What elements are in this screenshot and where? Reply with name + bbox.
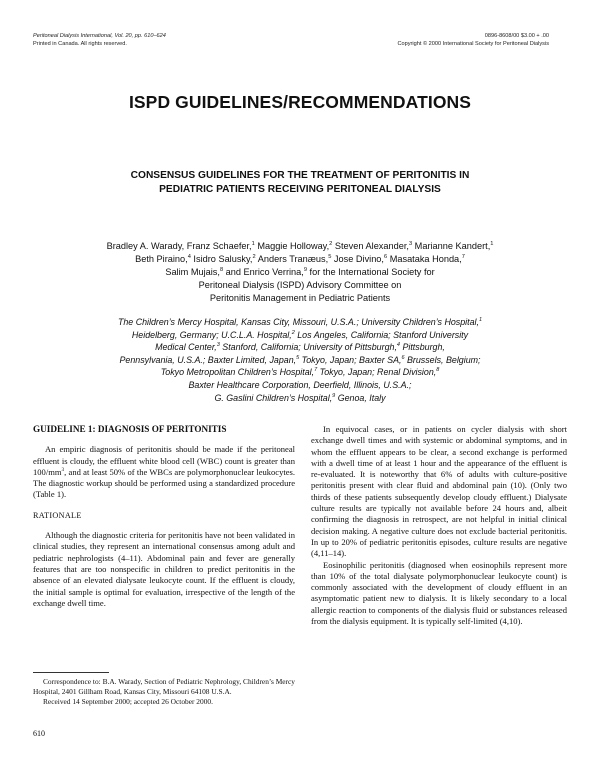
received-note: Received 14 September 2000; accepted 26 October 2000.: [43, 697, 213, 706]
affiliation-line-6: Baxter Healthcare Corporation, Deerfield, Illinois, U.S.A.;: [188, 379, 412, 390]
guideline-heading: GUIDELINE 1: DIAGNOSIS OF PERITONITIS: [33, 424, 227, 434]
author-line-4: Peritoneal Dialysis (ISPD) Advisory Committee on: [198, 280, 402, 290]
author-line-1: Bradley A. Warady, Franz Schaefer,$^1$ Maggie Holloway,$^2$ Steven Alexander,$^3$ Marianne Kandert,$^1$: [106, 240, 494, 251]
affiliation-list: [40, 316, 560, 404]
body-column-left: [33, 424, 295, 609]
running-header-left: [33, 33, 166, 48]
rationale-heading: RATIONALE: [33, 510, 82, 520]
paper-title: [60, 169, 540, 197]
correspondence-note: Correspondence to: B.A. Warady, Section of Pediatric Nephrology, Children’s Mercy Hospital, 2401 Gillham Road, Kansas City, Missouri 64108 U.S.A.: [33, 677, 295, 696]
paper-title-line-1: CONSENSUS GUIDELINES FOR THE TREATMENT OF PERITONITIS IN: [130, 170, 470, 181]
page-number: 610: [33, 729, 45, 738]
issn-line: 0896-8608/00 $3.00 + .00: [484, 33, 549, 39]
affiliation-line-7: G. Gaslini Children’s Hospital,$^9$ Genoa, Italy: [214, 392, 386, 403]
rationale-paragraph: Although the diagnostic criteria for peritonitis have not been validated in clinical studies, they represent an international consensus among adult and pediatric nephrologists (4–11). Abdominal pain and fever are generally features that are too nonspecific in children to predict peritonitis in the absence of an elevated dialysate leukocyte count. If the effluent is cloudy, the initial sample is optimal for evaluation, irrespective of the length of the exchange dwell time.: [33, 530, 295, 608]
body-paragraph-eosinophilic: Eosinophilic peritonitis (diagnosed when eosinophils represent more than 10% of the total dialysate polymorphonuclear leukocyte count) is commonly associated with the development of cloudy effluent in an asymptomatic patient new to dialysis. It is likely secondary to a local allergic reaction to components of the dialysis fluid or substances released from the dialysis equipment. It is typically self-limited (4,10).: [311, 559, 567, 627]
section-title: ISPD GUIDELINES/RECOMMENDATIONS: [128, 92, 472, 112]
affiliation-line-5: Tokyo Metropolitan Children’s Hospital,$^7$ Tokyo, Japan; Renal Division,$^8$: [160, 367, 440, 378]
running-header-right: [397, 33, 549, 48]
guideline-paragraph: An empiric diagnosis of peritonitis should be made if the peritoneal effluent is cloudy, the effluent white blood cell (WBC) count is greater than $100/mm^3$, and at least 50% of the WBCs are polymorphonuclear leukocytes. The diagnostic workup should be performed using a standardized procedure (Table 1).: [33, 444, 295, 500]
footnote-rule: [33, 672, 109, 673]
affiliation-line-4: Pennsylvania, U.S.A.; Baxter Limited, Japan,$^5$ Tokyo, Japan; Baxter SA,$^6$ Brussels, Belgium;: [119, 354, 481, 365]
body-column-right: [311, 424, 567, 627]
footnote: [33, 677, 295, 707]
author-list: [45, 240, 555, 305]
copyright-line: Copyright © 2000 International Society for Peritoneal Dialysis: [397, 40, 549, 47]
author-line-2: Beth Piraino,$^4$ Isidro Salusky,$^2$ Anders Tranæus,$^5$ Jose Divino,$^6$ Masataka Honda,$^7$: [135, 253, 465, 264]
affiliation-line-3: Medical Center,$^3$ Stanford, California; University of Pittsburgh,$^4$ Pittsburgh,: [155, 342, 445, 353]
body-paragraph-equivocal: In equivocal cases, or in patients on cycler dialysis with short exchange dwell times and with systemic or abdominal symptoms, and in whom the effluent appears to be clear, a second exchange is performed with a dwell time of at least 1 hour and the appearance of the effluent is re-evaluated. It is noteworthy that 6% of adults with culture-positive peritonitis present with clear fluid and abdominal pain (10). (Only two thirds of these patients subsequently develop cloudy effluent.) Dialysate culture results are typically not available before 24 hours and, albeit confirming the diagnosis in retrospect, are not helpful in initial clinical decision making. A negative culture does not exclude bacterial peritonitis. In up to 20% of pediatric peritonitis episodes, culture results are negative (4,11–14).: [311, 424, 567, 559]
paper-title-line-2: PEDIATRIC PATIENTS RECEIVING PERITONEAL DIALYSIS: [159, 184, 441, 195]
printed-notice: Printed in Canada. All rights reserved.: [33, 40, 127, 47]
affiliation-line-1: The Children’s Mercy Hospital, Kansas City, Missouri, U.S.A.; University Children’s Hospital,$^1$: [117, 317, 483, 327]
author-line-5: Peritonitis Management in Pediatric Patients: [209, 293, 391, 303]
affiliation-line-2: Heidelberg, Germany; U.C.L.A. Hospital,$^2$ Los Angeles, California; Stanford University: [131, 329, 469, 340]
author-line-3: Salim Mujais,$^8$ and Enrico Verrina,$^9$ for the International Society for: [165, 266, 435, 277]
journal-citation: Peritoneal Dialysis International, Vol. 20, pp. 610–624: [33, 33, 166, 39]
